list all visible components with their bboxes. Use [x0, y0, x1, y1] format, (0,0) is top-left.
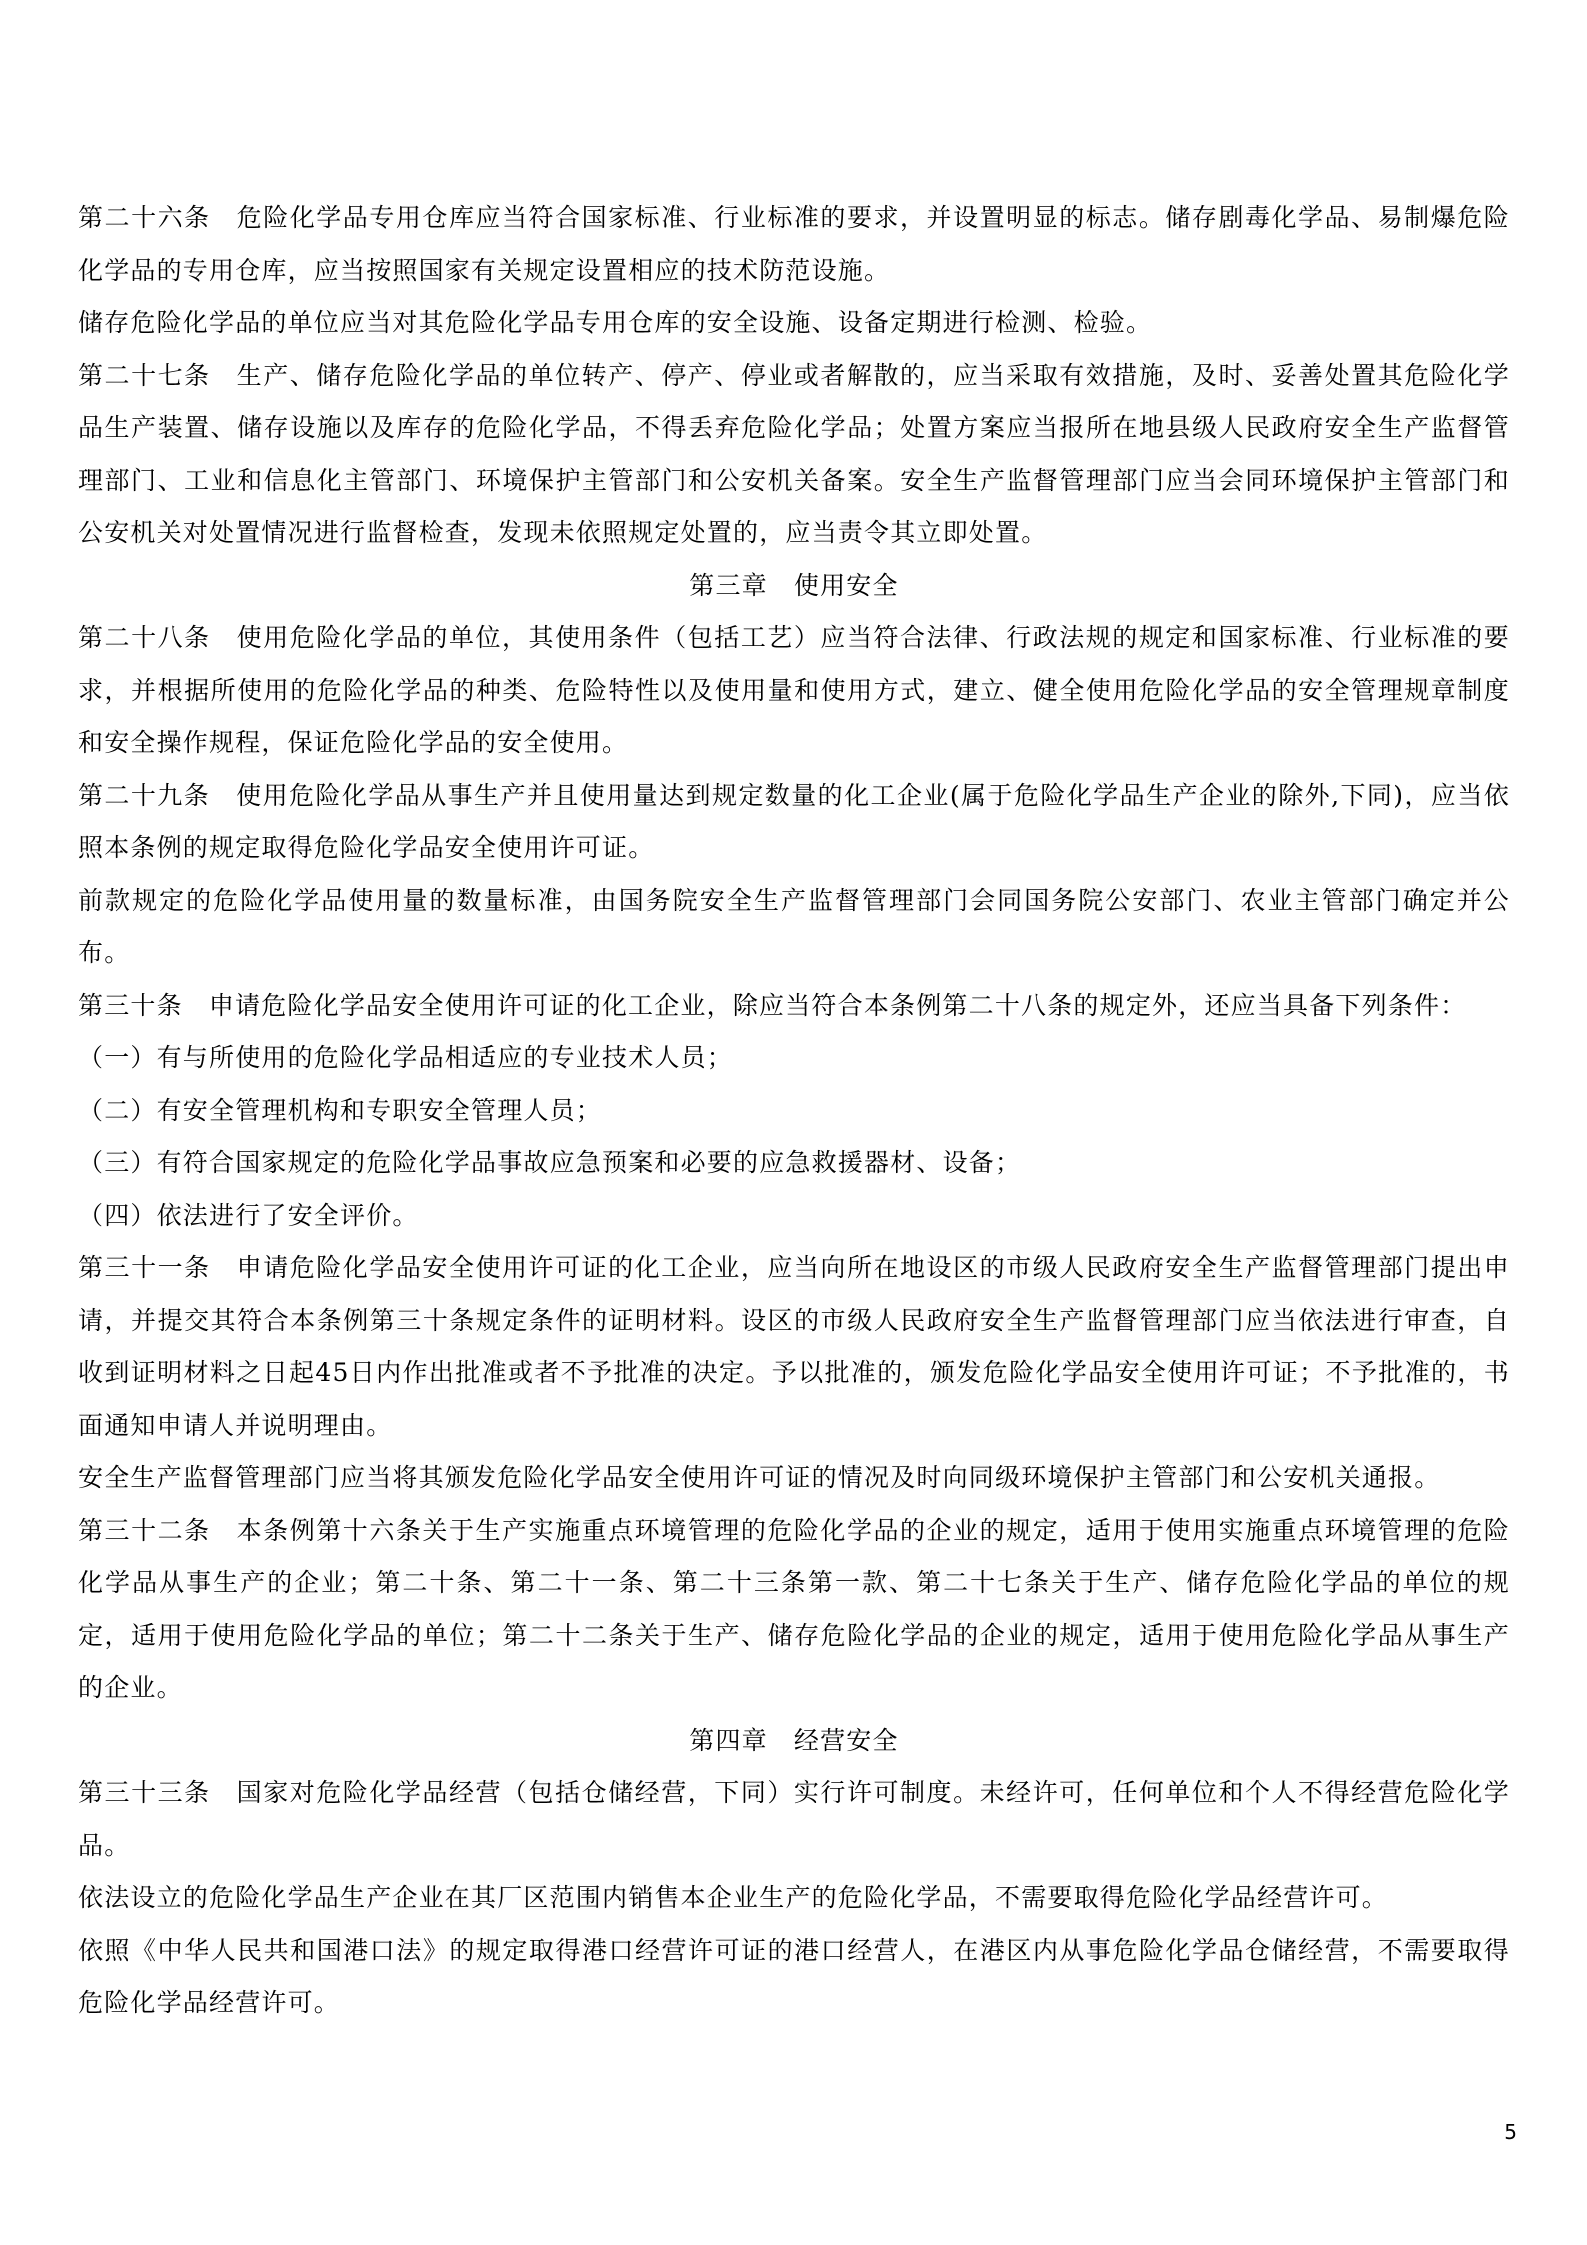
paragraph: 依照《中华人民共和国港口法》的规定取得港口经营许可证的港口经营人，在港区内从事危险化学品仓储经营，不需要取得危险化学品经营许可。: [78, 1935, 1510, 2017]
article-text: 危险化学品专用仓库应当符合国家标准、行业标准的要求，并设置明显的标志。储存剧毒化学品、易制爆危险化学品的专用仓库，应当按照国家有关规定设置相应的技术防范设施。: [78, 203, 1510, 285]
article-number: 第二十六条: [78, 203, 211, 232]
article-number: 第三十三条: [78, 1778, 211, 1807]
chapter-number: 第四章: [689, 1725, 768, 1755]
article-number: 第二十九条: [78, 780, 211, 810]
paragraph: （三）有符合国家规定的危险化学品事故应急预案和必要的应急救援器材、设备；: [78, 1148, 1022, 1177]
article-text: 国家对危险化学品经营（包括仓储经营，下同）实行许可制度。未经许可，任何单位和个人不得经营危险化学品。: [78, 1778, 1510, 1860]
article-paragraph: [78, 612, 1510, 770]
paragraph: （二）有安全管理机构和专职安全管理人员；: [78, 1095, 603, 1125]
chapter-title: 经营安全: [793, 1725, 899, 1755]
article-paragraph: [78, 192, 1510, 297]
article-text: 本条例第十六条关于生产实施重点环境管理的危险化学品的企业的规定，适用于使用实施重点环境管理的危险化学品从事生产的企业；第二十条、第二十一条、第二十三条第一款、第二十七条关于生产、储存危险化学品的单位的规定，适用于使用危险化学品的单位；第二十二条关于生产、储存危险化学品的企业的规定，适用于使用危险化学品从事生产的企业。: [78, 1515, 1510, 1702]
article-text: 生产、储存危险化学品的单位转产、停产、停业或者解散的，应当采取有效措施，及时、妥善处置其危险化学品生产装置、储存设施以及库存的危险化学品，不得丢弃危险化学品；处置方案应当报所在地县级人民政府安全生产监督管理部门、工业和信息化主管部门、环境保护主管部门和公安机关备案。安全生产监督管理部门应当会同环境保护主管部门和公安机关对处置情况进行监督检查，发现未依照规定处置的，应当责令其立即处置。: [78, 360, 1510, 547]
article-paragraph: [78, 770, 1510, 875]
article-number: 第二十七条: [78, 360, 211, 390]
page-number: 5: [1504, 2120, 1517, 2144]
paragraph: （一）有与所使用的危险化学品相适应的专业技术人员；: [78, 1043, 734, 1072]
paragraph: （四）依法进行了安全评价。: [78, 1200, 419, 1230]
chapter-number: 第三章: [689, 570, 768, 600]
chapter-heading: [78, 1715, 1510, 1768]
article-paragraph: [78, 1242, 1510, 1452]
paragraph: 依法设立的危险化学品生产企业在其厂区范围内销售本企业生产的危险化学品，不需要取得危险化学品经营许可。: [78, 1883, 1389, 1912]
article-text: 使用危险化学品的单位，其使用条件（包括工艺）应当符合法律、行政法规的规定和国家标准、行业标准的要求，并根据所使用的危险化学品的种类、危险特性以及使用量和使用方式，建立、健全使用危险化学品的安全管理规章制度和安全操作规程，保证危险化学品的安全使用。: [78, 623, 1510, 757]
paragraph: 储存危险化学品的单位应当对其危险化学品专用仓库的安全设施、设备定期进行检测、检验。: [78, 308, 1153, 337]
article-paragraph: [78, 1767, 1510, 1872]
chapter-title: 使用安全: [793, 570, 899, 600]
document-body: [78, 192, 1510, 2030]
paragraph: 前款规定的危险化学品使用量的数量标准，由国务院安全生产监督管理部门会同国务院公安部门、农业主管部门确定并公布。: [78, 885, 1510, 967]
chapter-heading: [78, 560, 1510, 613]
article-number: 第二十八条: [78, 623, 211, 652]
article-text: 申请危险化学品安全使用许可证的化工企业，应当向所在地设区的市级人民政府安全生产监督管理部门提出申请，并提交其符合本条例第三十条规定条件的证明材料。设区的市级人民政府安全生产监督管理部门应当依法进行审查，自收到证明材料之日起45日内作出批准或者不予批准的决定。予以批准的，颁发危险化学品安全使用许可证；不予批准的，书面通知申请人并说明理由。: [78, 1253, 1510, 1440]
article-paragraph: [78, 350, 1510, 560]
article-number: 第三十二条: [78, 1515, 211, 1545]
article-paragraph: [78, 1505, 1510, 1715]
article-paragraph: [78, 980, 1510, 1033]
article-text: 使用危险化学品从事生产并且使用量达到规定数量的化工企业(属于危险化学品生产企业的除外,下同)，应当依照本条例的规定取得危险化学品安全使用许可证。: [78, 780, 1510, 862]
paragraph: 安全生产监督管理部门应当将其颁发危险化学品安全使用许可证的情况及时向同级环境保护主管部门和公安机关通报。: [78, 1463, 1441, 1492]
article-number: 第三十一条: [78, 1253, 211, 1282]
article-text: 申请危险化学品安全使用许可证的化工企业，除应当符合本条例第二十八条的规定外，还应当具备下列条件：: [208, 990, 1467, 1020]
article-number: 第三十条: [78, 990, 183, 1020]
